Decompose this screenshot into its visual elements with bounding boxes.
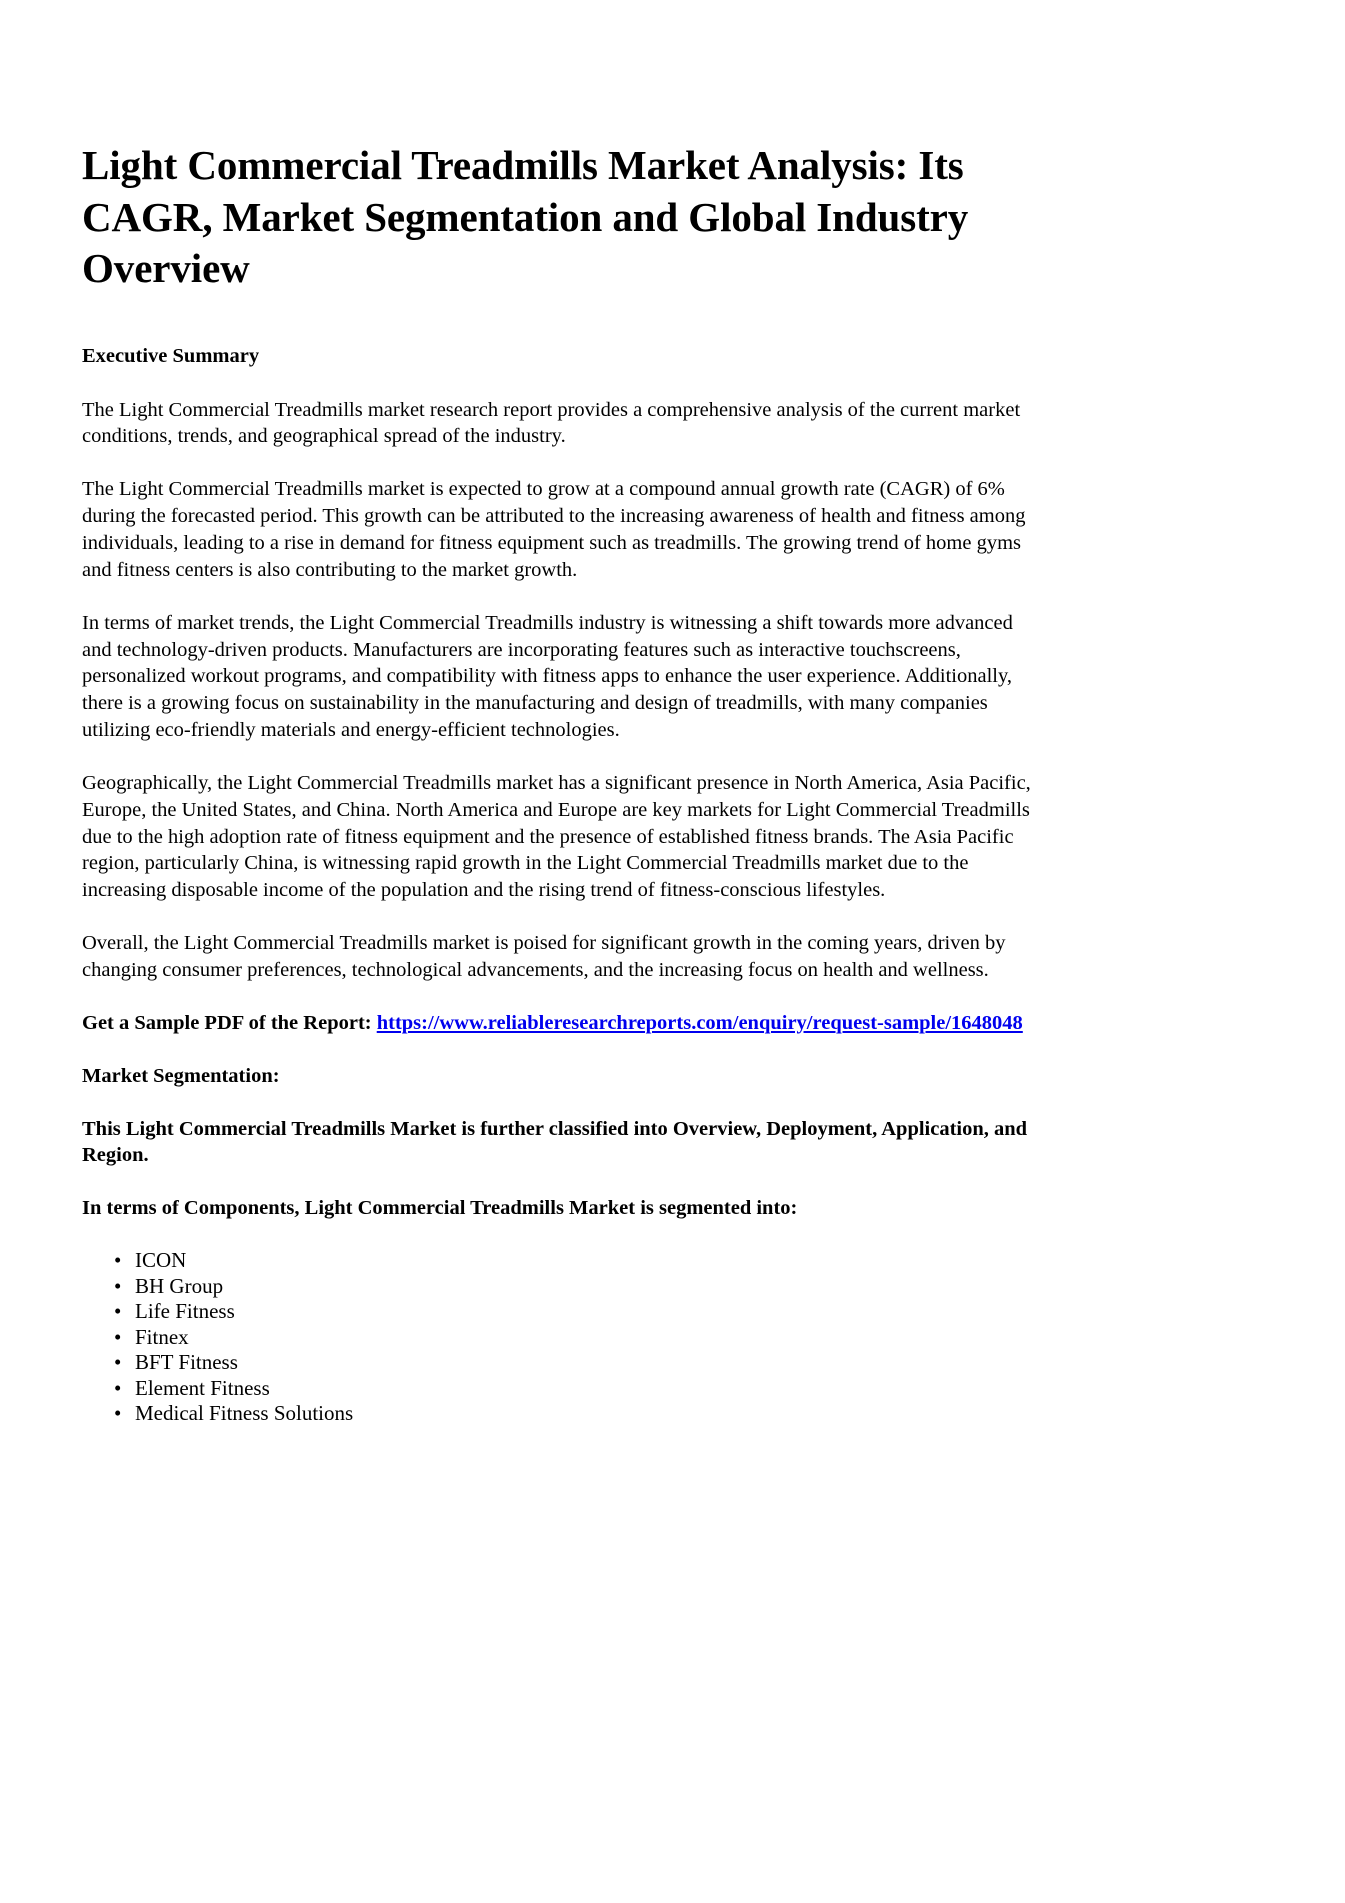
list-item-label: BFT Fitness (135, 1350, 238, 1375)
list-item (82, 1299, 1032, 1325)
list-item-label: BH Group (135, 1273, 224, 1298)
bullet-icon: • (114, 1401, 122, 1426)
bullet-icon: • (114, 1248, 122, 1273)
list-item-label: Element Fitness (135, 1375, 270, 1400)
sample-pdf-line (82, 1010, 1032, 1037)
document-content (82, 140, 1032, 1427)
paragraph-market-trends: In terms of market trends, the Light Commercial Treadmills industry is witnessing a shift towards more advanced and technology-driven products. Manufacturers are incorporating features such as interactive touchscreens, personalized workout programs, and compatibility with fitness apps to enhance the user experience. Additionally, there is a growing focus on sustainability in the manufacturing and design of treadmills, with many companies utilizing eco-friendly materials and energy-efficient technologies. (82, 611, 1013, 742)
list-item (82, 1401, 1032, 1427)
sample-pdf-label: Get a Sample PDF of the Report: (82, 1011, 377, 1034)
list-item (82, 1248, 1032, 1274)
components-heading: In terms of Components, Light Commercial Treadmills Market is segmented into: (82, 1197, 798, 1220)
bullet-icon: • (114, 1350, 122, 1375)
paragraph-geography: Geographically, the Light Commercial Treadmills market has a significant presence in North America, Asia Pacific, Europe, the United States, and China. North America and Europe are key markets for Light Commercial Treadmills due to the high adoption rate of fitness equipment and the presence of established fitness brands. The Asia Pacific region, particularly China, is witnessing rapid growth in the Light Commercial Treadmills market due to the increasing disposable income of the population and the rising trend of fitness-conscious lifestyles. (82, 771, 1031, 902)
list-item (82, 1274, 1032, 1300)
paragraph-outlook: Overall, the Light Commercial Treadmills market is poised for significant growth in the coming years, driven by changing consumer preferences, technological advancements, and the increasing focus on health and wellness. (82, 932, 1006, 981)
paragraph-overview: The Light Commercial Treadmills market research report provides a comprehensive analysis of the current market conditions, trends, and geographical spread of the industry. (82, 398, 1021, 448)
list-item (82, 1376, 1032, 1402)
paragraph-cagr-growth: The Light Commercial Treadmills market is expected to grow at a compound annual growth rate (CAGR) of 6% during the forecasted period. This growth can be attributed to the increasing awareness of health and fitness among individuals, leading to a rise in demand for fitness equipment such as treadmills. The growing trend of home gyms and fitness centers is also contributing to the market growth. (82, 478, 1026, 581)
bullet-icon: • (114, 1299, 122, 1324)
list-item (82, 1325, 1032, 1351)
sample-pdf-link[interactable]: https://www.reliableresearchreports.com/enquiry/request-sample/1648048 (376, 1011, 1023, 1034)
list-item-label: Fitnex (135, 1324, 189, 1349)
bullet-icon: • (114, 1375, 122, 1400)
list-item (82, 1350, 1032, 1376)
market-segmentation-heading: Market Segmentation: (82, 1064, 280, 1087)
list-item-label: Life Fitness (135, 1299, 235, 1324)
list-item-label: ICON (135, 1248, 187, 1273)
bullet-icon: • (114, 1273, 122, 1298)
classification-statement: This Light Commercial Treadmills Market is further classified into Overview, Deployment, Application, and Region. (82, 1117, 1028, 1167)
list-item-label: Medical Fitness Solutions (135, 1401, 354, 1426)
page-title: Light Commercial Treadmills Market Analysis: Its CAGR, Market Segmentation and Global Industry Overview (82, 142, 969, 292)
executive-summary-heading: Executive Summary (82, 344, 260, 367)
bullet-icon: • (114, 1324, 122, 1349)
components-list (82, 1248, 1032, 1427)
